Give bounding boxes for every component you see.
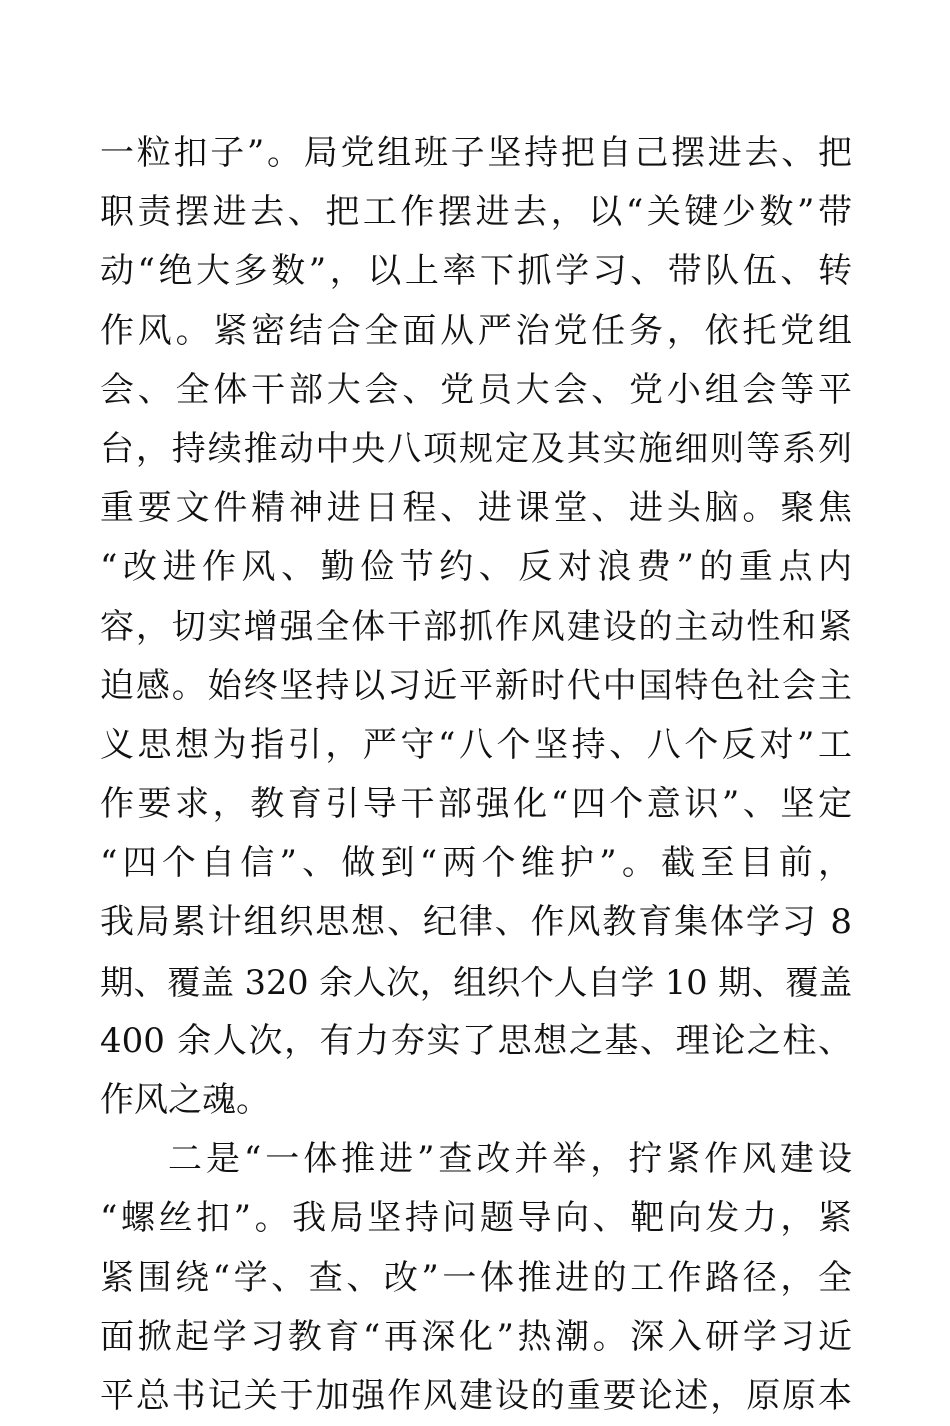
text-line: 义思想为指引，严守“八个坚持、八个反对”工 (100, 724, 852, 765)
text-line: “四个自信”、做到“两个维护”。截至目前， (100, 843, 852, 884)
text-line: 作风之魂。 (100, 1080, 270, 1120)
text-line: 面掀起学习教育“再深化”热潮。深入研学习近 (100, 1316, 852, 1357)
text-line: “螺丝扣”。我局坚持问题导向、靶向发力，紧 (100, 1198, 852, 1239)
text-line: 平总书记关于加强作风建设的重要论述，原原本 (100, 1375, 852, 1416)
paragraph-heading-line: 二是“一体推进”查改并举，拧紧作风建设 (168, 1139, 852, 1180)
text-line: 一粒扣子”。局党组班子坚持把自己摆进去、把 (100, 133, 852, 173)
text-line: 会、全体干部大会、党员大会、党小组会等平 (100, 369, 852, 410)
text-line: 职责摆进去、把工作摆进去，以“关键少数”带 (100, 192, 852, 233)
text-line: 作要求，教育引导干部强化“四个意识”、坚定 (100, 784, 852, 825)
text-line: 作风。紧密结合全面从严治党任务，依托党组 (100, 310, 852, 351)
text-line: 期、覆盖 320 余人次，组织个人自学 10 期、覆盖 (100, 962, 852, 1002)
text-line: 容，切实增强全体干部抓作风建设的主动性和紧 (100, 606, 852, 647)
body-text (100, 124, 852, 1426)
text-line: 台，持续推动中央八项规定及其实施细则等系列 (100, 428, 852, 469)
text-line: “改进作风、勤俭节约、反对浪费”的重点内 (100, 547, 852, 588)
text-line: 重要文件精神进日程、进课堂、进头脑。聚焦 (100, 488, 852, 529)
text-line: 我局累计组织思想、纪律、作风教育集体学习 8 (100, 902, 852, 943)
text-line: 迫感。始终坚持以习近平新时代中国特色社会主 (100, 665, 852, 706)
text-line: 紧围绕“学、查、改”一体推进的工作路径，全 (100, 1257, 852, 1298)
text-line: 动“绝大多数”，以上率下抓学习、带队伍、转 (100, 251, 852, 292)
text-line: 400 余人次，有力夯实了思想之基、理论之柱、 (100, 1020, 852, 1061)
